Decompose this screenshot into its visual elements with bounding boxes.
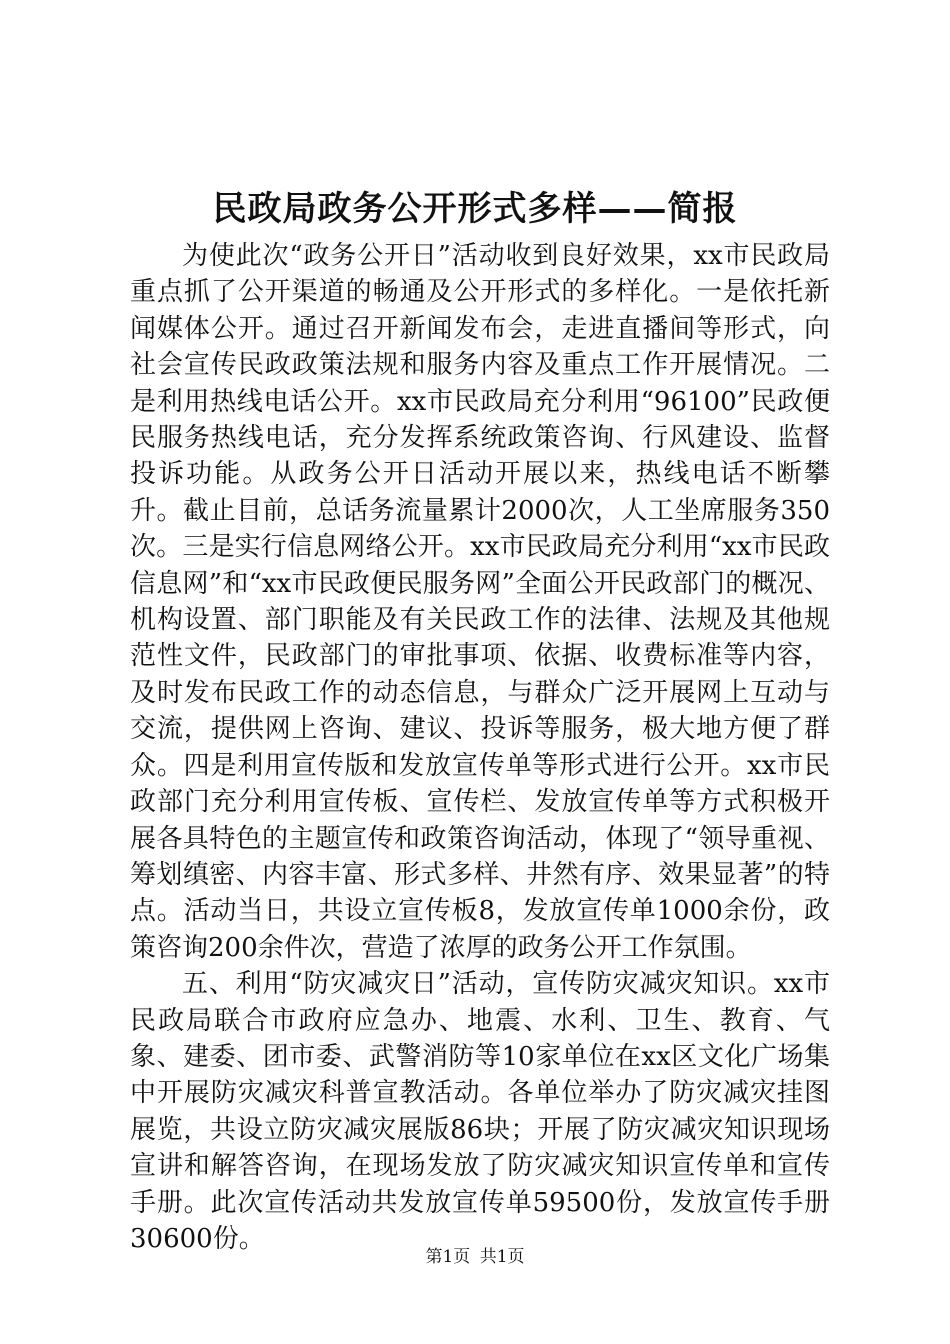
page-number-current: 第1页 — [425, 1247, 471, 1267]
document-title: 民政局政务公开形式多样——简报 — [212, 189, 738, 229]
document-body — [130, 238, 830, 1257]
body-paragraph-1: 为使此次“政务公开日”活动收到良好效果，xx市民政局重点抓了公开渠道的畅通及公开形式的多样化。一是依托新闻媒体公开。通过召开新闻发布会，走进直播间等形式，向社会宣传民政政策法规和服务内容及重点工作开展情况。二是利用热线电话公开。xx市民政局充分利用“96100”民政便民服务热线电话，充分发挥系统政策咨询、行风建设、监督投诉功能。从政务公开日活动开展以来，热线电话不断攀升。截止目前，总话务流量累计2000次，人工坐席服务350次。三是实行信息网络公开。xx市民政局充分利用“xx市民政信息网”和“xx市民政便民服务网”全面公开民政部门的概况、机构设置、部门职能及有关民政工作的法律、法规及其他规范性文件，民政部门的审批事项、依据、收费标准等内容，及时发布民政工作的动态信息，与群众广泛开展网上互动与交流，提供网上咨询、建议、投诉等服务，极大地方便了群众。四是利用宣传版和发放宣传单等形式进行公开。xx市民政部门充分利用宣传板、宣传栏、发放宣传单等方式积极开展各具特色的主题宣传和政策咨询活动，体现了“领导重视、筹划缜密、内容丰富、形式多样、井然有序、效果显著”的特点。活动当日，共设立宣传板8，发放宣传单1000余份，政策咨询200余件次，营造了浓厚的政务公开工作氛围。 — [130, 241, 830, 963]
page-number-total: 共1页 — [479, 1247, 525, 1267]
body-paragraph-2: 五、利用“防灾减灾日”活动，宣传防灾减灾知识。xx市民政局联合市政府应急办、地震、水利、卫生、教育、气象、建委、团市委、武警消防等10家单位在xx区文化广场集中开展防灾减灾科普宣教活动。各单位举办了防灾减灾挂图展览，共设立防灾减灾展版86块；开展了防灾减灾知识现场宣讲和解答咨询，在现场发放了防灾减灾知识宣传单和宣传手册。此次宣传活动共发放宣传单59500份，发放宣传手册30600份。 — [130, 969, 830, 1254]
page-footer — [0, 1245, 950, 1269]
